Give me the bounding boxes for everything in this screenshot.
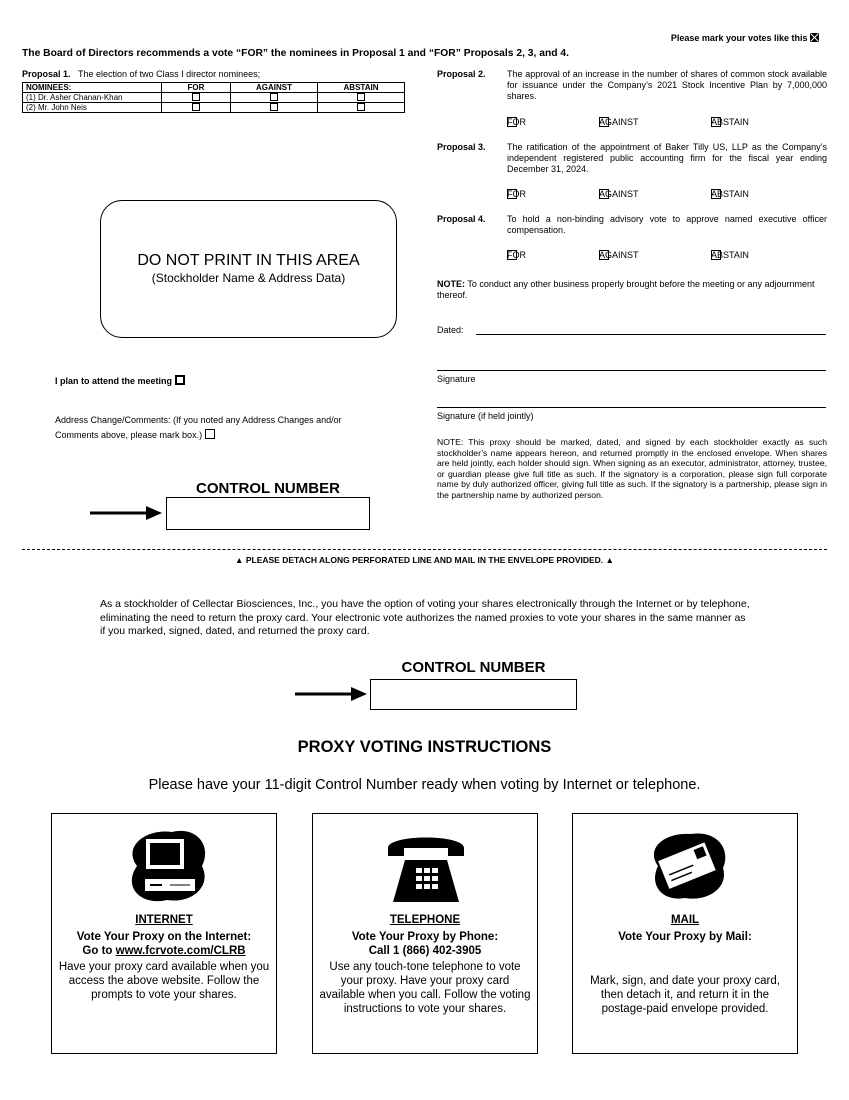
arrow-right-icon: [295, 686, 367, 702]
mark-instruction: [671, 33, 819, 43]
proposal-4-text: To hold a non-binding advisory vote to approve named executive officer compensation.: [507, 214, 827, 235]
attend-checkbox[interactable]: [175, 375, 185, 385]
proposal-1: [22, 69, 260, 79]
nominee-2-abstain-checkbox[interactable]: [357, 103, 365, 111]
col-for: FOR: [162, 83, 231, 93]
instructions-title: PROXY VOTING INSTRUCTIONS: [297, 738, 552, 756]
control-number-field[interactable]: [166, 497, 370, 530]
telephone-icon: [313, 826, 539, 906]
address-change-text: Address Change/Comments: (If you noted any Address Changes and/or Comments above, please mark box.): [55, 415, 342, 440]
control-number-title: CONTROL NUMBER: [401, 659, 546, 676]
internet-heading-line: Vote Your Proxy on the Internet:: [76, 931, 252, 943]
proposal-1-text: The election of two Class I director nominees;: [78, 69, 261, 79]
for-label: FOR: [507, 117, 526, 127]
nominee-2-for-checkbox[interactable]: [192, 103, 200, 111]
proposal-2-text: The approval of an increase in the number of shares of common stock available for issuance under the Company’s 2021 Stock Incentive Plan by 7,000,000 shares.: [507, 69, 827, 101]
address-change: [55, 413, 385, 443]
telephone-title: TELEPHONE: [389, 914, 461, 926]
mail-card: [572, 813, 798, 1054]
abstain-label: ABSTAIN: [711, 117, 749, 127]
address-change-checkbox[interactable]: [205, 429, 215, 439]
dated-label: Dated:: [437, 325, 464, 335]
proposal-4-for-checkbox[interactable]: [507, 250, 517, 260]
against-label: AGAINST: [599, 250, 639, 260]
triangle-up-icon: ▲: [605, 555, 614, 565]
proposal-4-label: Proposal 4.: [437, 214, 486, 224]
electronic-voting-paragraph: As a stockholder of Cellectar Biosciences, Inc., you have the option of voting your shares electronically through the Internet or by telephone, eliminating the need to return the proxy card. Your electronic vote authorizes the named proxies to vote your shares in the same manner as if you marked, signed, dated, and returned the proxy card.: [100, 598, 750, 637]
joint-signature-field[interactable]: [437, 407, 826, 408]
proposal-3-text: The ratification of the appointment of Baker Tilly US, LLP as the Company’s independent registered public accounting firm for the fiscal year ending December 31, 2024.: [507, 142, 827, 174]
proposal-3-label: Proposal 3.: [437, 142, 486, 152]
proposal-2-for-checkbox[interactable]: [507, 117, 517, 127]
proposal-2: [437, 69, 827, 105]
proposal-4-abstain-checkbox[interactable]: [711, 250, 721, 260]
abstain-label: ABSTAIN: [711, 250, 749, 260]
mark-instruction-text: Please mark your votes like this: [670, 33, 808, 43]
internet-heading-prefix: Go to: [82, 945, 116, 957]
mail-title: MAIL: [670, 914, 700, 926]
control-number-title: CONTROL NUMBER: [196, 480, 340, 497]
proposal-2-label: Proposal 2.: [437, 69, 486, 79]
col-abstain: ABSTAIN: [318, 83, 405, 93]
note-label: NOTE:: [437, 279, 465, 289]
nominee-1-abstain-checkbox[interactable]: [357, 93, 365, 101]
computer-icon: [52, 826, 278, 906]
table-row: [23, 93, 405, 103]
note-text: To conduct any other business properly brought before the meeting or any adjournment thereof.: [437, 279, 815, 300]
address-area: [100, 200, 397, 338]
telephone-number: Call 1 (866) 402-3905: [368, 945, 482, 957]
proposal-3-for-checkbox[interactable]: [507, 189, 517, 199]
table-row: [23, 103, 405, 113]
nominees-table: [22, 82, 405, 113]
internet-card: [51, 813, 277, 1054]
proposal-3-against-checkbox[interactable]: [599, 189, 609, 199]
proposal-4: [437, 214, 827, 238]
mail-body: Mark, sign, and date your proxy card, then detach it, and return it in the postage-paid envelope provided.: [590, 975, 780, 1015]
signing-note: NOTE: This proxy should be marked, dated, and signed by each stockholder exactly as such stockholder’s name appears hereon, and returned promptly in the enclosed envelope. When shares are held jointly, each holder should sign. When signing as an executor, administrator, attorney, trustee, or guardian please give full title as such. If the signatory is a corporation, please sign full corporate name by duly authorized officer, giving full title as such. If the signatory is a partnership, please sign in the partnership name by authorized person.: [437, 437, 827, 500]
x-checkbox-icon: [810, 33, 819, 42]
nominee-name: (2) Mr. John Neis: [23, 103, 162, 113]
for-label: FOR: [507, 250, 526, 260]
other-business-note: [437, 279, 827, 301]
instructions-subtitle: Please have your 11-digit Control Number ready when voting by Internet or telephone.: [148, 777, 701, 793]
signature-field[interactable]: [437, 370, 826, 371]
internet-heading: [56, 930, 272, 958]
proposal-2-abstain-checkbox[interactable]: [711, 117, 721, 127]
telephone-heading: [317, 930, 533, 958]
col-against: AGAINST: [231, 83, 318, 93]
detach-instruction: [22, 555, 827, 565]
board-recommendation: The Board of Directors recommends a vote “FOR” the nominees in Proposal 1 and “FOR” Proposals 2, 3, and 4.: [22, 48, 570, 59]
nominee-name: (1) Dr. Asher Chanan-Khan: [23, 93, 162, 103]
envelope-icon: [573, 826, 799, 906]
nominee-2-against-checkbox[interactable]: [270, 103, 278, 111]
triangle-up-icon: ▲: [235, 555, 244, 565]
nominee-1-for-checkbox[interactable]: [192, 93, 200, 101]
proposal-1-label: Proposal 1.: [22, 69, 71, 79]
proposal-4-against-checkbox[interactable]: [599, 250, 609, 260]
telephone-heading-line: Vote Your Proxy by Phone:: [351, 931, 499, 943]
col-nominees: NOMINEES:: [23, 83, 162, 93]
proposal-3: [437, 142, 827, 178]
mail-heading: Vote Your Proxy by Mail:: [618, 931, 752, 943]
attend-label: I plan to attend the meeting: [55, 376, 173, 386]
attend-meeting: [55, 375, 185, 386]
internet-title: INTERNET: [135, 914, 193, 926]
internet-body: Have your proxy card available when you access the above website. Follow the prompts to vote your shares.: [58, 961, 270, 1001]
telephone-body: Use any touch-tone telephone to vote your proxy. Have your proxy card available when you call. Follow the voting instructions to vote your shares.: [319, 961, 531, 1015]
telephone-card: [312, 813, 538, 1054]
do-not-print-title: DO NOT PRINT IN THIS AREA: [137, 252, 360, 269]
proposal-2-against-checkbox[interactable]: [599, 117, 609, 127]
perforated-line: [22, 549, 827, 550]
signature-label: Signature: [437, 374, 476, 384]
nominee-1-against-checkbox[interactable]: [270, 93, 278, 101]
joint-signature-label: Signature (if held jointly): [437, 411, 534, 421]
do-not-print-subtitle: (Stockholder Name & Address Data): [151, 271, 346, 285]
arrow-right-icon: [90, 505, 162, 521]
against-label: AGAINST: [599, 117, 639, 127]
for-label: FOR: [507, 189, 526, 199]
detach-text: PLEASE DETACH ALONG PERFORATED LINE AND MAIL IN THE ENVELOPE PROVIDED.: [245, 555, 604, 565]
dated-field[interactable]: [476, 334, 826, 335]
abstain-label: ABSTAIN: [711, 189, 749, 199]
against-label: AGAINST: [599, 189, 639, 199]
control-number-field[interactable]: [370, 679, 577, 710]
proposal-3-abstain-checkbox[interactable]: [711, 189, 721, 199]
internet-link[interactable]: www.fcrvote.com/CLRB: [115, 945, 246, 957]
